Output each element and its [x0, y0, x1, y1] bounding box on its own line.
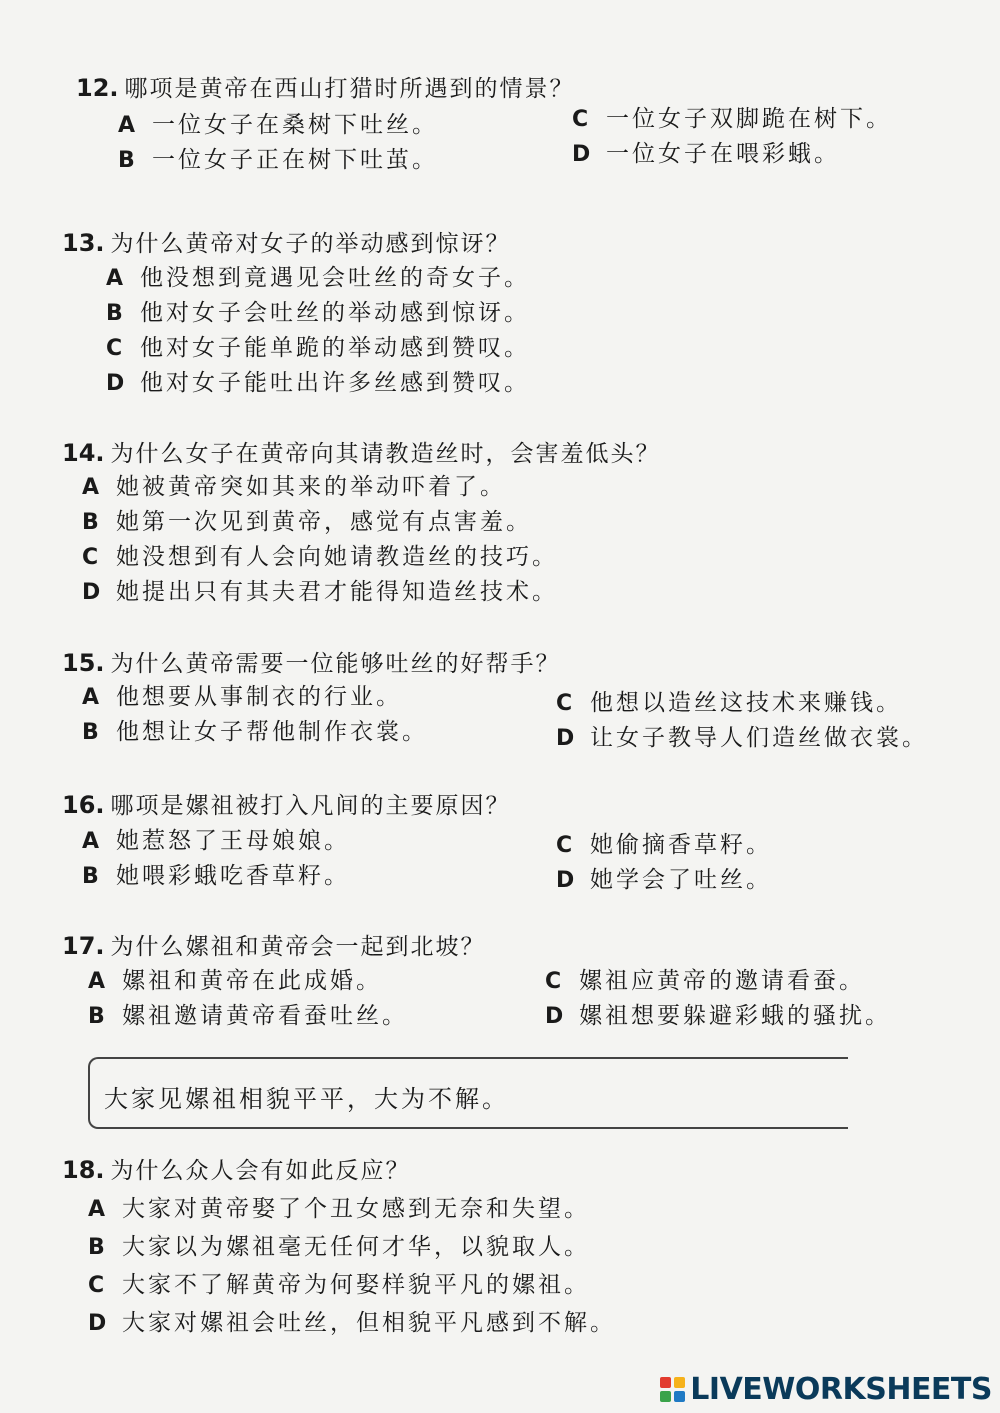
logo-square-green: [660, 1391, 671, 1402]
option-c[interactable]: C 嫘祖应黄帝的邀请看蚕。: [545, 968, 865, 994]
option-text: 她第一次见到黄帝，感觉有点害羞。: [116, 509, 532, 535]
option-text: 大家对嫘祖会吐丝，但相貌平凡感到不解。: [122, 1310, 616, 1336]
option-text: 大家以为嫘祖毫无任何才华，以貌取人。: [122, 1234, 590, 1260]
question-number: 14.: [62, 439, 105, 467]
option-c[interactable]: C 他对女子能单跪的举动感到赞叹。: [106, 335, 530, 361]
option-d[interactable]: D 让女子教导人们造丝做衣裳。: [556, 725, 928, 751]
option-d[interactable]: D 嫘祖想要躲避彩蛾的骚扰。: [545, 1003, 891, 1029]
option-b[interactable]: B 她第一次见到黄帝，感觉有点害羞。: [82, 509, 532, 535]
passage-quote-text: 大家见嫘祖相貌平平，大为不解。: [104, 1085, 509, 1113]
question-text: 哪项是黄帝在西山打猎时所遇到的情景？: [124, 76, 575, 102]
logo-square-blue: [674, 1391, 685, 1402]
option-c[interactable]: C 她没想到有人会向她请教造丝的技巧。: [82, 544, 558, 570]
option-c[interactable]: C 一位女子双脚跪在树下。: [572, 106, 892, 132]
question-number: 15.: [62, 649, 105, 677]
option-d[interactable]: D 她提出只有其夫君才能得知造丝技术。: [82, 579, 558, 605]
question-text: 为什么黄帝需要一位能够吐丝的好帮手？: [110, 651, 561, 677]
option-text: 一位女子正在树下吐茧。: [152, 147, 438, 173]
question-stem: [62, 787, 511, 820]
option-text: 他想要从事制衣的行业。: [116, 684, 402, 710]
option-text: 她偷摘香草籽。: [590, 832, 772, 858]
question-stem: [62, 225, 511, 258]
question-number: 13.: [62, 229, 105, 257]
logo-square-yellow: [674, 1377, 685, 1388]
option-text: 他没想到竟遇见会吐丝的奇女子。: [140, 265, 530, 291]
option-text: 她惹怒了王母娘娘。: [116, 828, 350, 854]
option-text: 一位女子在桑树下吐丝。: [152, 112, 438, 138]
option-text: 她没想到有人会向她请教造丝的技巧。: [116, 544, 558, 570]
option-b[interactable]: B 他对女子会吐丝的举动感到惊讶。: [106, 300, 530, 326]
question-number: 17.: [62, 932, 105, 960]
option-b[interactable]: B 嫘祖邀请黄帝看蚕吐丝。: [88, 1003, 408, 1029]
liveworksheets-icon: [660, 1377, 686, 1403]
question-text: 为什么众人会有如此反应？: [110, 1158, 411, 1184]
option-text: 她喂彩蛾吃香草籽。: [116, 863, 350, 889]
question-text: 为什么女子在黄帝向其请教造丝时，会害羞低头？: [110, 441, 661, 467]
option-d[interactable]: D 一位女子在喂彩蛾。: [572, 141, 840, 167]
question-text: 为什么嫘祖和黄帝会一起到北坡？: [110, 934, 486, 960]
option-text: 嫘祖和黄帝在此成婚。: [122, 968, 382, 994]
option-text: 一位女子在喂彩蛾。: [606, 141, 840, 167]
option-b[interactable]: B 她喂彩蛾吃香草籽。: [82, 863, 350, 889]
option-b[interactable]: B 大家以为嫘祖毫无任何才华，以貌取人。: [88, 1234, 590, 1260]
option-text: 嫘祖应黄帝的邀请看蚕。: [579, 968, 865, 994]
question-text: 哪项是嫘祖被打入凡间的主要原因？: [110, 793, 511, 819]
option-c[interactable]: C 她偷摘香草籽。: [556, 832, 772, 858]
question-stem: [62, 645, 561, 678]
option-d[interactable]: D 他对女子能吐出许多丝感到赞叹。: [106, 370, 530, 396]
option-c[interactable]: C 大家不了解黄帝为何娶样貌平凡的嫘祖。: [88, 1272, 590, 1298]
option-text: 让女子教导人们造丝做衣裳。: [590, 725, 928, 751]
option-d[interactable]: D 她学会了吐丝。: [556, 867, 772, 893]
option-text: 一位女子双脚跪在树下。: [606, 106, 892, 132]
option-d[interactable]: D 大家对嫘祖会吐丝，但相貌平凡感到不解。: [88, 1310, 616, 1336]
option-text: 大家对黄帝娶了个丑女感到无奈和失望。: [122, 1196, 590, 1222]
brand-name: LIVEWORKSHEETS: [690, 1372, 992, 1407]
option-a[interactable]: A 一位女子在桑树下吐丝。: [118, 112, 438, 138]
option-text: 他对女子会吐丝的举动感到惊讶。: [140, 300, 530, 326]
option-b[interactable]: B 一位女子正在树下吐茧。: [118, 147, 438, 173]
option-a[interactable]: A 她被黄帝突如其来的举动吓着了。: [82, 474, 506, 500]
question-stem: [62, 435, 661, 468]
option-text: 他想让女子帮他制作衣裳。: [116, 719, 428, 745]
option-a[interactable]: A 他想要从事制衣的行业。: [82, 684, 402, 710]
option-text: 嫘祖邀请黄帝看蚕吐丝。: [122, 1003, 408, 1029]
option-a[interactable]: A 大家对黄帝娶了个丑女感到无奈和失望。: [88, 1196, 590, 1222]
option-text: 她学会了吐丝。: [590, 867, 772, 893]
option-text: 嫘祖想要躲避彩蛾的骚扰。: [579, 1003, 891, 1029]
option-text: 她提出只有其夫君才能得知造丝技术。: [116, 579, 558, 605]
logo-square-red: [660, 1377, 671, 1388]
question-stem: [76, 70, 575, 103]
option-text: 大家不了解黄帝为何娶样貌平凡的嫘祖。: [122, 1272, 590, 1298]
question-stem: [62, 928, 486, 961]
passage-quote-box: [88, 1057, 848, 1129]
option-text: 他对女子能单跪的举动感到赞叹。: [140, 335, 530, 361]
option-c[interactable]: C 他想以造丝这技术来赚钱。: [556, 690, 902, 716]
question-stem: [62, 1152, 411, 1185]
option-text: 他想以造丝这技术来赚钱。: [590, 690, 902, 716]
question-number: 16.: [62, 791, 105, 819]
option-text: 他对女子能吐出许多丝感到赞叹。: [140, 370, 530, 396]
option-text: 她被黄帝突如其来的举动吓着了。: [116, 474, 506, 500]
question-number: 12.: [76, 74, 119, 102]
option-a[interactable]: A 他没想到竟遇见会吐丝的奇女子。: [106, 265, 530, 291]
option-a[interactable]: A 她惹怒了王母娘娘。: [82, 828, 350, 854]
option-b[interactable]: B 他想让女子帮他制作衣裳。: [82, 719, 428, 745]
option-a[interactable]: A 嫘祖和黄帝在此成婚。: [88, 968, 382, 994]
liveworksheets-logo: [660, 1372, 992, 1407]
question-text: 为什么黄帝对女子的举动感到惊讶？: [110, 231, 511, 257]
question-number: 18.: [62, 1156, 105, 1184]
